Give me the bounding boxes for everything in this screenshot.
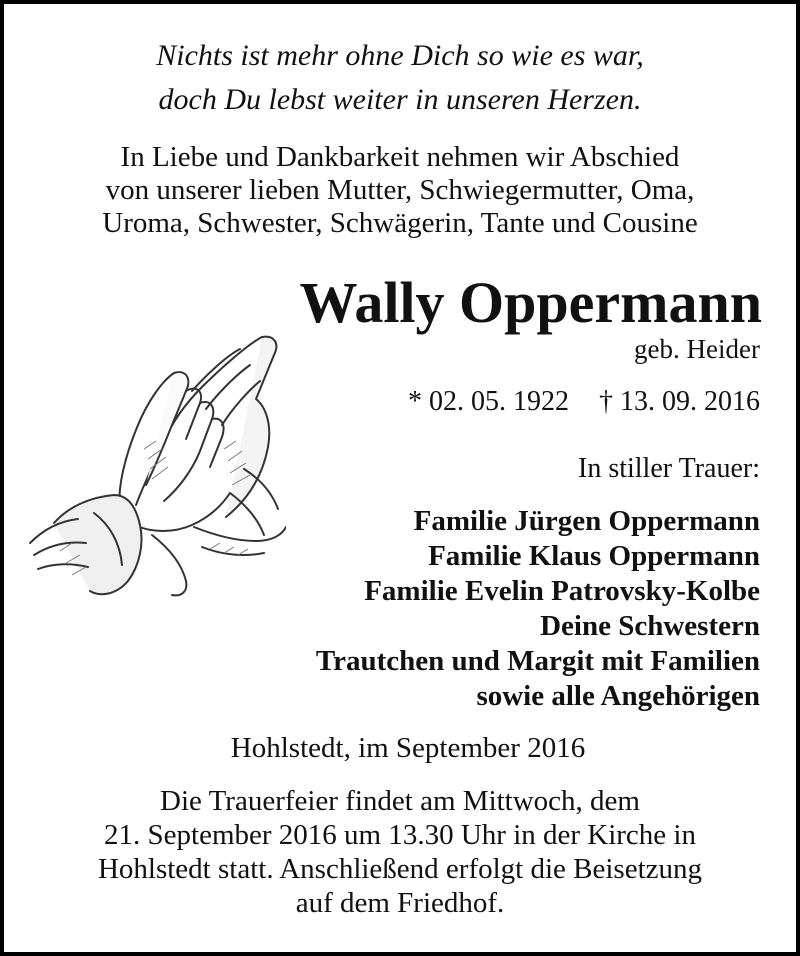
motto-line-1: Nichts ist mehr ohne Dich so wie es war, [156,39,644,72]
intro-line-3: Uroma, Schwester, Schwägerin, Tante und Cousine [102,207,698,239]
motto-line-2: doch Du lebst weiter in unseren Herzen. [158,83,642,116]
intro-text [4,141,796,240]
list-item: Deine Schwestern [540,610,760,642]
praying-hands-icon [24,329,286,601]
funeral-line-3: Hohlstedt statt. Anschließend erfolgt die Beisetzung [97,853,703,885]
deceased-name: Wally Oppermann [299,270,762,335]
intro-line-2: von unserer lieben Mutter, Schwiegermutter, Oma, [105,174,695,206]
life-dates [408,386,760,418]
intro-line-1: In Liebe und Dankbarkeit nehmen wir Abschied [120,141,680,173]
mourners-list [316,504,760,714]
list-item: Familie Jürgen Oppermann [413,505,760,537]
birth-name: geb. Heider [634,334,760,364]
funeral-line-2: 21. September 2016 um 13.30 Uhr in der Kirche in [104,819,696,851]
funeral-notice [4,784,796,920]
list-item: sowie alle Angehörigen [476,680,760,712]
birth-date: * 02. 05. 1922 [408,386,569,417]
funeral-line-1: Die Trauerfeier findet am Mittwoch, dem [160,785,640,817]
mourners-heading: In stiller Trauer: [578,453,760,484]
death-date: † 13. 09. 2016 [599,386,760,417]
motto [4,34,796,122]
list-item: Familie Klaus Oppermann [428,540,760,572]
list-item: Trautchen und Margit mit Familien [315,645,760,677]
place-date: Hohlstedt, im September 2016 [230,732,586,764]
funeral-line-4: auf dem Friedhof. [295,887,505,919]
list-item: Familie Evelin Patrovsky-Kolbe [364,575,760,607]
